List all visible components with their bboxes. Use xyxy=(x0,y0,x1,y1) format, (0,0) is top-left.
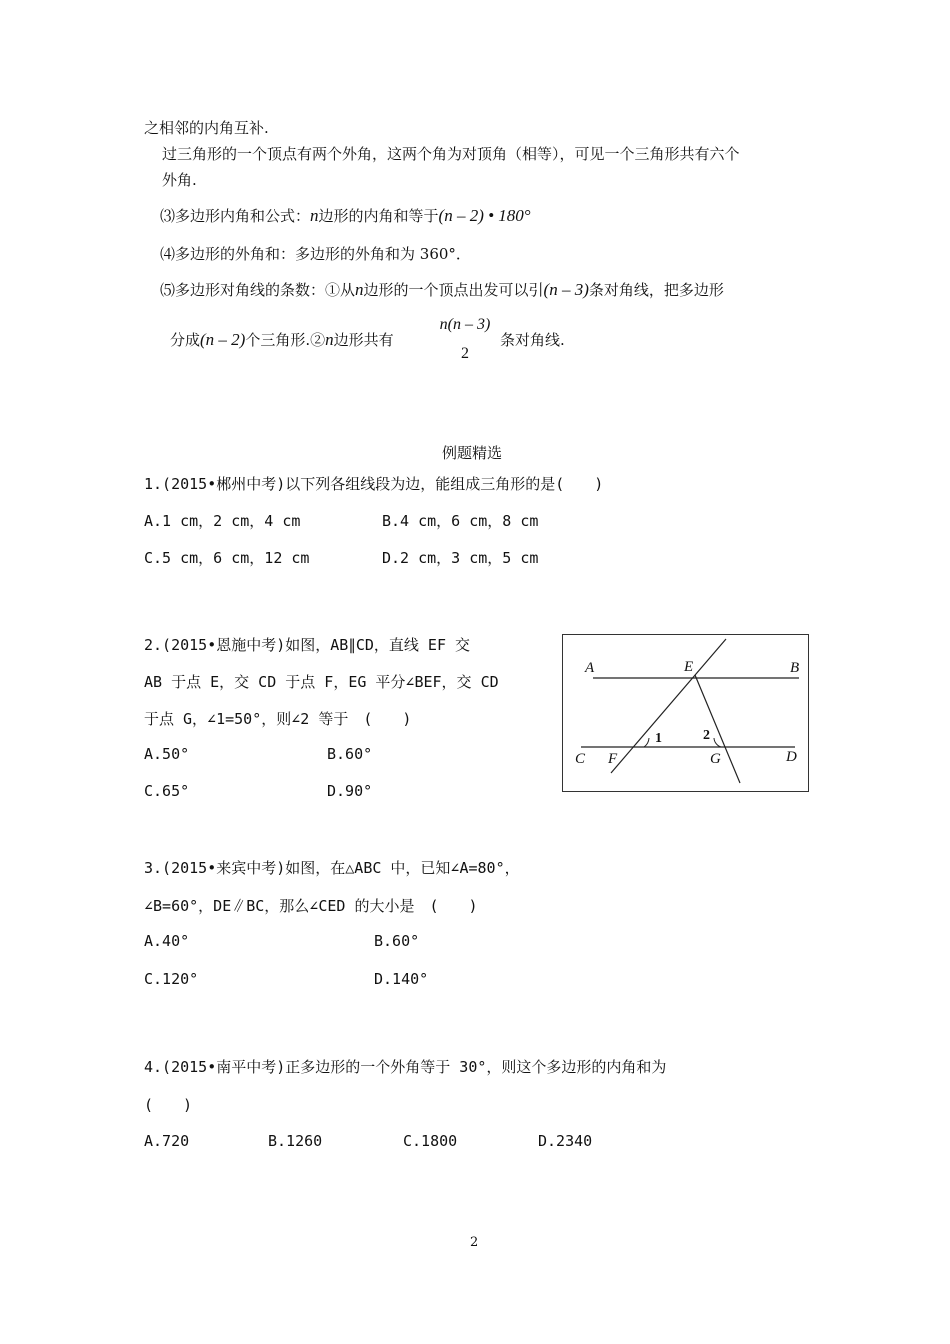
q4-option-c: C.1800 xyxy=(403,1132,458,1150)
q2-option-d: D.90° xyxy=(327,782,373,800)
item5-prefix: ⑸多边形对角线的条数：①从 xyxy=(160,281,356,299)
angle-2-arc xyxy=(714,738,721,747)
q2-figure xyxy=(562,634,809,792)
q3-line-2: ∠B=60°，DE∥BC，那么∠CED 的大小是 ( ) xyxy=(144,897,478,915)
q2-option-b: B.60° xyxy=(327,745,373,763)
q2-line-1: 2.(2015•恩施中考)如图，AB∥CD，直线 EF 交 xyxy=(144,636,471,654)
label-b: B xyxy=(790,660,800,676)
q1-option-a: A.1 cm，2 cm，4 cm xyxy=(144,512,301,530)
item5-n: n xyxy=(355,280,364,299)
q1-stem: 1.(2015•郴州中考)以下列各组线段为边，能组成三角形的是( ) xyxy=(144,475,604,493)
angle-1-arc xyxy=(644,738,649,747)
q3-option-d: D.140° xyxy=(374,970,429,988)
q3-option-b: B.60° xyxy=(374,932,420,950)
item5b-mid2: 边形共有 xyxy=(333,331,394,349)
item3-formula: (n – 2) • 180° xyxy=(438,206,531,225)
q4-option-b: B.1260 xyxy=(268,1132,323,1150)
label-e: E xyxy=(684,659,694,675)
label-c: C xyxy=(575,751,586,767)
theory-item-3 xyxy=(160,205,531,226)
label-d: D xyxy=(786,749,797,765)
theory-line-1: 之相邻的内角互补. xyxy=(144,119,269,137)
theory-item-5 xyxy=(160,279,724,300)
q3-option-a: A.40° xyxy=(144,932,190,950)
page-number: 2 xyxy=(470,1235,479,1250)
theory-item-5b xyxy=(170,329,394,350)
q1-option-b: B.4 cm，6 cm，8 cm xyxy=(382,512,539,530)
item5-suffix: 条对角线，把多边形 xyxy=(588,281,724,299)
item5b-mid: 个三角形.② xyxy=(245,331,326,349)
item5b-suffix: 条对角线. xyxy=(500,331,565,349)
q2-figure-svg xyxy=(563,635,808,791)
q4-option-d: D.2340 xyxy=(538,1132,593,1150)
q3-line-1: 3.(2015•来宾中考)如图，在△ABC 中，已知∠A=80°， xyxy=(144,859,520,877)
q4-line-1: 4.(2015•南平中考)正多边形的一个外角等于 30°，则这个多边形的内角和为 xyxy=(144,1058,667,1076)
theory-line-3: 外角. xyxy=(162,171,197,189)
item3-mid: 边形的内角和等于 xyxy=(318,207,439,225)
item3-prefix: ⑶多边形内角和公式： xyxy=(160,207,311,225)
q2-line-3: 于点 G，∠1=50°，则∠2 等于 ( ) xyxy=(144,710,412,728)
q1-option-c: C.5 cm，6 cm，12 cm xyxy=(144,549,310,567)
q4-line-2: ( ) xyxy=(144,1096,193,1114)
label-f: F xyxy=(608,751,618,767)
q3-option-c: C.120° xyxy=(144,970,199,988)
q2-line-2: AB 于点 E，交 CD 于点 F，EG 平分∠BEF，交 CD xyxy=(144,673,499,691)
item5-mid: 边形的一个顶点出发可以引 xyxy=(363,281,544,299)
item5b-expr: (n – 2) xyxy=(200,330,246,349)
item3-n: n xyxy=(310,206,319,225)
q2-option-c: C.65° xyxy=(144,782,190,800)
label-angle-2: 2 xyxy=(703,728,710,743)
q2-option-a: A.50° xyxy=(144,745,190,763)
section-title: 例题精选 xyxy=(442,444,503,462)
q1-option-d: D.2 cm，3 cm，5 cm xyxy=(382,549,539,567)
item5b-prefix: 分成 xyxy=(170,331,201,349)
label-angle-1: 1 xyxy=(655,731,662,746)
line-ef xyxy=(611,639,726,773)
q4-option-a: A.720 xyxy=(144,1132,190,1150)
theory-line-2: 过三角形的一个顶点有两个外角，这两个角为对顶角（相等），可见一个三角形共有六个 xyxy=(162,145,740,163)
item5b-n: n xyxy=(325,330,334,349)
item5-expr: (n – 3) xyxy=(543,280,589,299)
fraction-denominator: 2 xyxy=(461,345,469,362)
label-a: A xyxy=(585,660,595,676)
fraction-numerator: n(n – 3) xyxy=(439,316,491,333)
label-g: G xyxy=(710,751,721,767)
theory-item-4: ⑷多边形的外角和：多边形的外角和为 360°． xyxy=(160,245,471,263)
